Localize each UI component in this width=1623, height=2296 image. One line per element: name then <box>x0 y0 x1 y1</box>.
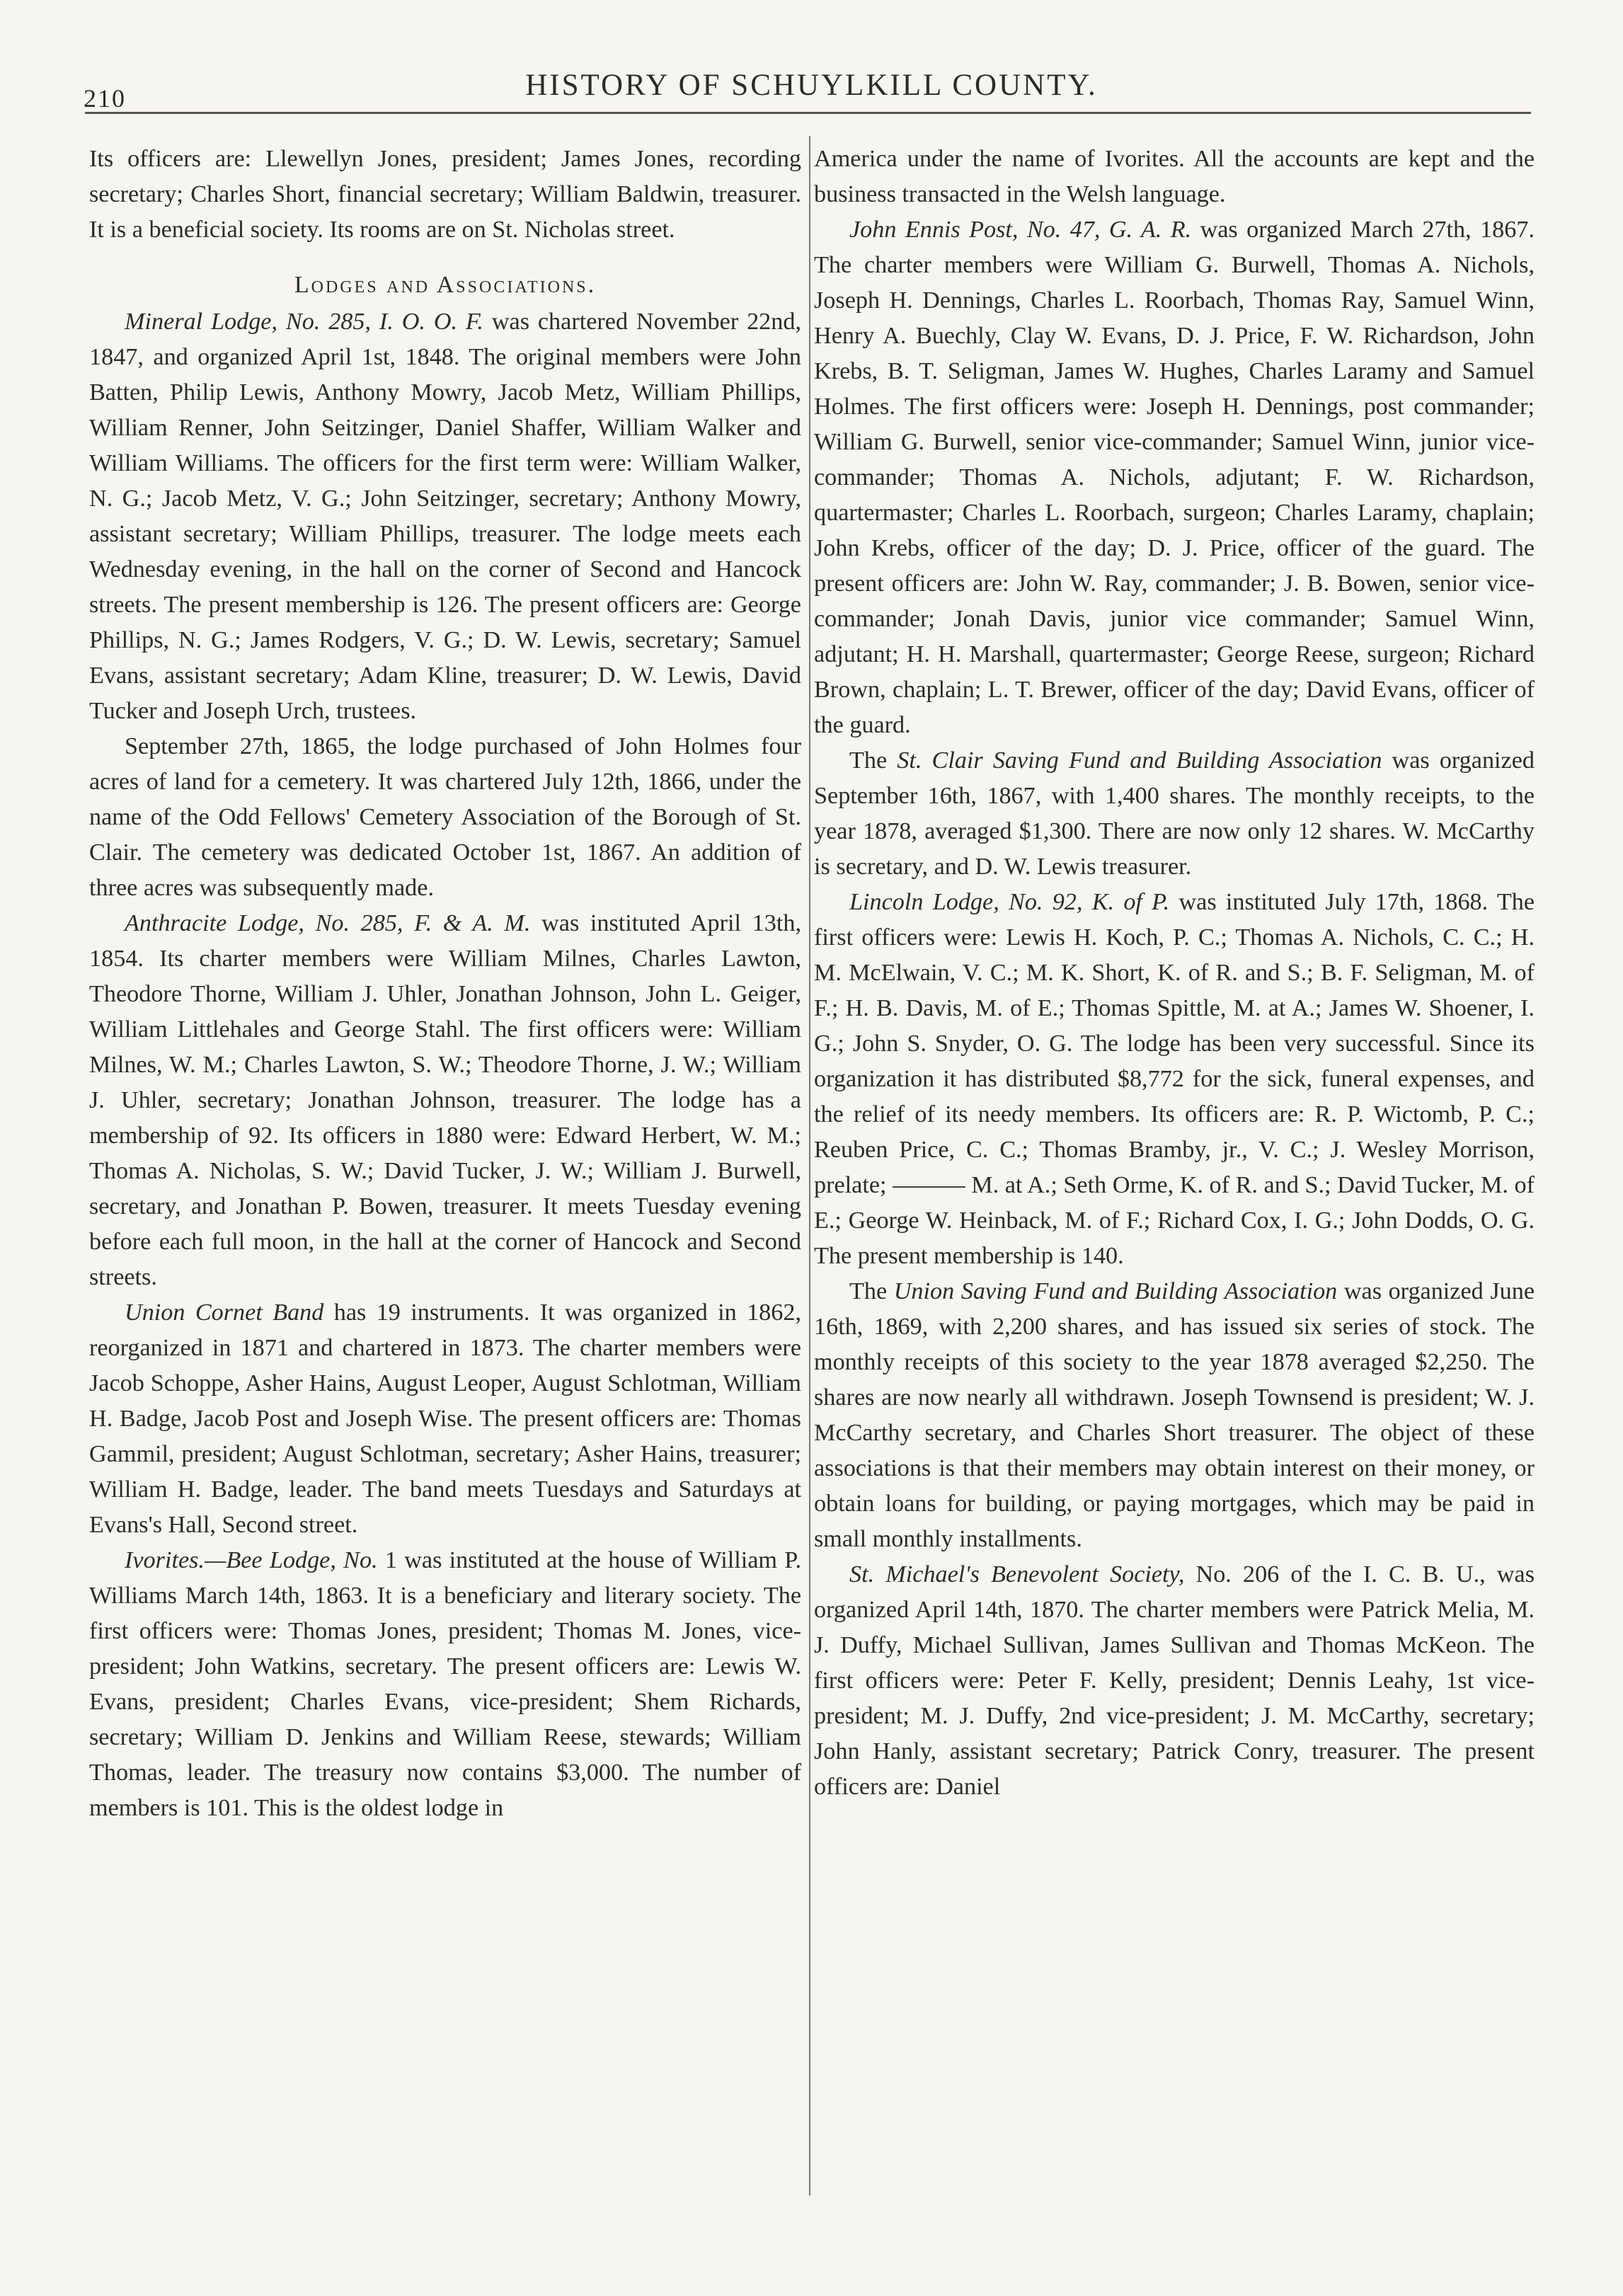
society-name: Lincoln Lodge, No. 92, K. of P. <box>849 889 1170 915</box>
paragraph-lincoln-lodge: Lincoln Lodge, No. 92, K. of P. was instituted July 17th, 1868. The first officers were: Lewis H. Koch, P. C.; Thomas A. Nichols, C. C.; H. M. McElwain, V. C.; M. K. Short, K. of R. and S.; B. F. Seligman, M. of F.; H. B. Davis, M. of E.; Thomas Spittle, M. at A.; James W. Shoener, I. G.; John S. Snyder, O. G. The lodge has been very successful. Since its organization it has distributed $8,772 for the sick, funeral expenses, and the relief of its needy members. Its officers are: R. P. Wictomb, P. C.; Reuben Price, C. C.; Thomas Bramby, jr., V. C.; J. Wesley Morrison, prelate; ——— M. at A.; Seth Orme, K. of R. and S.; David Tucker, M. of E.; George W. Heinback, M. of F.; Richard Cox, I. G.; John Dodds, O. G. The present membership is 140. <box>814 889 1535 1269</box>
section-heading: Lodges and Associations. <box>294 272 597 298</box>
left-column <box>89 142 801 1826</box>
paragraph-cemetery: September 27th, 1865, the lodge purchased of John Holmes four acres of land for a cemetery. It was chartered July 12th, 1866, under the name of the Odd Fellows' Cemetery Association of the Borough of St. Clair. The cemetery was dedicated October 1st, 1867. An addition of three acres was subsequently made. <box>89 733 801 901</box>
paragraph-st-clair-fund: The St. Clair Saving Fund and Building Association was organized September 16th, 1867, with 1,400 shares. The monthly receipts, to the year 1878, averaged $1,300. There are now only 12 shares. W. McCarthy is secretary, and D. W. Lewis treasurer. <box>814 747 1535 880</box>
paragraph-ivorites-continued: America under the name of Ivorites. All the accounts are kept and the business transacted in the Welsh language. <box>814 146 1535 207</box>
society-name: St. Michael's Benevolent Society, <box>849 1561 1185 1588</box>
header-rule <box>85 112 1531 114</box>
paragraph-cornet-band: Union Cornet Band has 19 instruments. It was organized in 1862, reorganized in 1871 and chartered in 1873. The charter members were Jacob Schoppe, Asher Hains, August Leoper, August Schlotman, William H. Badge, Jacob Post and Joseph Wise. The present officers are: Thomas Gammil, president; August Schlotman, secretary; Asher Hains, treasurer; William H. Badge, leader. The band meets Tuesdays and Saturdays at Evans's Hall, Second street. <box>89 1299 801 1538</box>
paragraph-ennis-post: John Ennis Post, No. 47, G. A. R. was organized March 27th, 1867. The charter members were William G. Burwell, Thomas A. Nichols, Joseph H. Dennings, Charles L. Roorbach, Thomas Ray, Samuel Winn, Henry A. Buechly, Clay W. Evans, D. J. Price, F. W. Richardson, John Krebs, B. T. Seligman, James W. Hughes, Charles Laramy and Samuel Holmes. The first officers were: Joseph H. Dennings, post commander; William G. Burwell, senior vice-commander; Samuel Winn, junior vice-commander; Thomas A. Nichols, adjutant; F. W. Richardson, quartermaster; Charles L. Roorbach, surgeon; Charles Laramy, chaplain; John Krebs, officer of the day; D. J. Price, officer of the guard. The present officers are: John W. Ray, commander; J. B. Bowen, senior vice-commander; Jonah Davis, junior vice commander; Samuel Winn, adjutant; H. H. Marshall, quartermaster; George Reese, surgeon; Richard Brown, chaplain; L. T. Brewer, officer of the day; David Evans, officer of the guard. <box>814 217 1535 738</box>
society-name: Union Saving Fund and Building Association <box>893 1278 1338 1304</box>
society-name: Mineral Lodge, No. 285, I. O. O. F. <box>125 309 483 335</box>
right-column <box>814 142 1535 1805</box>
society-name: Ivorites.—Bee Lodge, No. <box>125 1547 378 1573</box>
paragraph-st-michaels: St. Michael's Benevolent Society, No. 206 of the I. C. B. U., was organized April 14th, 1870. The charter members were Patrick Melia, M. J. Duffy, Michael Sullivan, James Sullivan and Thomas McKeon. The first officers were: Peter F. Kelly, president; Dennis Leahy, 1st vice-president; M. J. Duffy, 2nd vice-president; J. M. McCarthy, secretary; John Hanly, assistant secretary; Patrick Conry, treasurer. The present officers are: Daniel <box>814 1561 1535 1800</box>
society-name: Anthracite Lodge, No. 285, F. & A. M. <box>125 910 531 936</box>
society-name: St. Clair Saving Fund and Building Association <box>897 747 1382 774</box>
paragraph-anthracite-lodge: Anthracite Lodge, No. 285, F. & A. M. was instituted April 13th, 1854. Its charter members were William Milnes, Charles Lawton, Theodore Thorne, William J. Uhler, Jonathan Johnson, John L. Geiger, William Littlehales and George Stahl. The first officers were: William Milnes, W. M.; Charles Lawton, S. W.; Theodore Thorne, J. W.; William J. Uhler, secretary; Jonathan Johnson, treasurer. The lodge has a membership of 92. Its officers in 1880 were: Edward Herbert, W. M.; Thomas A. Nicholas, S. W.; David Tucker, J. W.; William J. Burwell, secretary, and Jonathan P. Bowen, treasurer. It meets Tuesday evening before each full moon, in the hall at the corner of Hancock and Second streets. <box>89 910 801 1290</box>
running-head: HISTORY OF SCHUYLKILL COUNTY. <box>525 69 1098 102</box>
paragraph-officers: Its officers are: Llewellyn Jones, president; James Jones, recording secretary; Charles Short, financial secretary; William Baldwin, treasurer. It is a beneficial society. Its rooms are on St. Nicholas street. <box>89 146 801 243</box>
column-divider <box>809 136 810 2195</box>
society-name: Union Cornet Band <box>125 1299 324 1326</box>
paragraph-ivorites: Ivorites.—Bee Lodge, No. 1 was instituted at the house of William P. Williams March 14th, 1863. It is a beneficiary and literary society. The first officers were: Thomas Jones, president; Thomas M. Jones, vice-president; John Watkins, secretary. The present officers are: Lewis W. Evans, president; Charles Evans, vice-president; Shem Richards, secretary; William D. Jenkins and William Reese, stewards; William Thomas, leader. The treasury now contains $3,000. The number of members is 101. This is the oldest lodge in <box>89 1547 801 1821</box>
paragraph-mineral-lodge: Mineral Lodge, No. 285, I. O. O. F. was chartered November 22nd, 1847, and organized April 1st, 1848. The original members were John Batten, Philip Lewis, Anthony Mowry, Jacob Metz, William Phillips, William Renner, John Seitzinger, Daniel Shaffer, William Walker and William Williams. The officers for the first term were: William Walker, N. G.; Jacob Metz, V. G.; John Seitzinger, secretary; Anthony Mowry, assistant secretary; William Phillips, treasurer. The lodge meets each Wednesday evening, in the hall on the corner of Second and Hancock streets. The present membership is 126. The present officers are: George Phillips, N. G.; James Rodgers, V. G.; D. W. Lewis, secretary; Samuel Evans, assistant secretary; Adam Kline, treasurer; D. W. Lewis, David Tucker and Joseph Urch, trustees. <box>89 309 801 724</box>
society-name: John Ennis Post, No. 47, G. A. R. <box>849 217 1192 243</box>
paragraph-union-fund: The Union Saving Fund and Building Association was organized June 16th, 1869, with 2,200 shares, and has issued six series of stock. The monthly receipts of this society to the year 1878 averaged $2,250. The shares are now nearly all withdrawn. Joseph Townsend is president; W. J. McCarthy secretary, and Charles Short treasurer. The object of these associations is that their members may obtain interest on their money, or obtain loans for building, or paying mortgages, which may be paid in small monthly installments. <box>814 1278 1535 1552</box>
page-number: 210 <box>84 84 126 113</box>
